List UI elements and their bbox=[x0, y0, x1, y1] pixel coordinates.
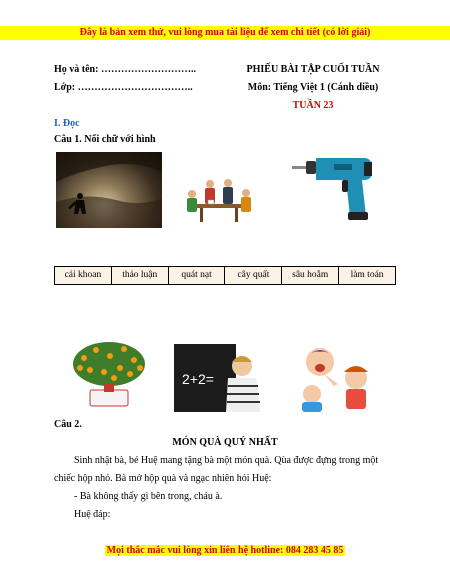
word-cell: sâu hoắm bbox=[282, 267, 339, 284]
word-cell: cái khoan bbox=[55, 267, 112, 284]
word-cell: thảo luận bbox=[112, 267, 169, 284]
word-table bbox=[54, 266, 396, 285]
kumquat-tree-icon bbox=[68, 340, 150, 412]
discussion-image bbox=[180, 174, 258, 224]
question-2-title: Câu 2. bbox=[54, 419, 82, 430]
story-line-1: Sinh nhật bà, bé Huệ mang tặng bà một món quà. Qùa được đựng trong một bbox=[74, 455, 379, 466]
word-cell: quát nạt bbox=[169, 267, 226, 284]
drill-image bbox=[290, 150, 382, 226]
drill-icon bbox=[290, 150, 382, 226]
hotline-banner bbox=[0, 544, 450, 558]
story-line-3: - Bà không thấy gì bên trong, cháu à. bbox=[74, 491, 223, 502]
svg-text:2+2=: 2+2= bbox=[182, 371, 214, 387]
story-line-2: chiếc hộp nhỏ. Bà mở hộp quà và ngạc nhiên hỏi Huệ: bbox=[54, 473, 272, 484]
preview-banner bbox=[0, 26, 450, 40]
chalkboard-icon bbox=[174, 344, 262, 412]
sheet-title: PHIẾU BÀI TẬP CUỐI TUẦN bbox=[246, 64, 380, 75]
people-discussing-icon bbox=[180, 174, 258, 224]
cave-icon bbox=[56, 152, 162, 228]
cave-image bbox=[56, 152, 162, 228]
story-title: MÓN QUÀ QUÝ NHẤT bbox=[172, 437, 278, 448]
kumquat-tree-image bbox=[68, 340, 150, 412]
story-line-4: Huệ đáp: bbox=[74, 509, 111, 520]
scolding-icon bbox=[288, 344, 380, 412]
week-label: TUẦN 23 bbox=[292, 100, 334, 111]
class-label: Lớp: …………………………….. bbox=[54, 82, 193, 93]
preview-banner-text: Đây là bản xem thử, vui lòng mua tài liệu để xem chi tiết (có lời giải) bbox=[79, 27, 371, 38]
name-label: Họ và tên: ……………………….. bbox=[54, 64, 196, 75]
subject-label: Môn: Tiếng Việt 1 (Cánh diều) bbox=[247, 82, 379, 93]
word-cell: cây quất bbox=[225, 267, 282, 284]
hotline-banner-text: Mọi thắc mắc vui lòng xin liên hệ hotline: 084 283 45 85 bbox=[106, 545, 344, 556]
word-cell: làm toán bbox=[339, 267, 395, 284]
question-1-title: Câu 1. Nối chữ với hình bbox=[54, 134, 156, 145]
section-title: I. Đọc bbox=[54, 118, 80, 129]
scolding-image bbox=[288, 344, 380, 412]
boy-math-image bbox=[174, 344, 262, 412]
